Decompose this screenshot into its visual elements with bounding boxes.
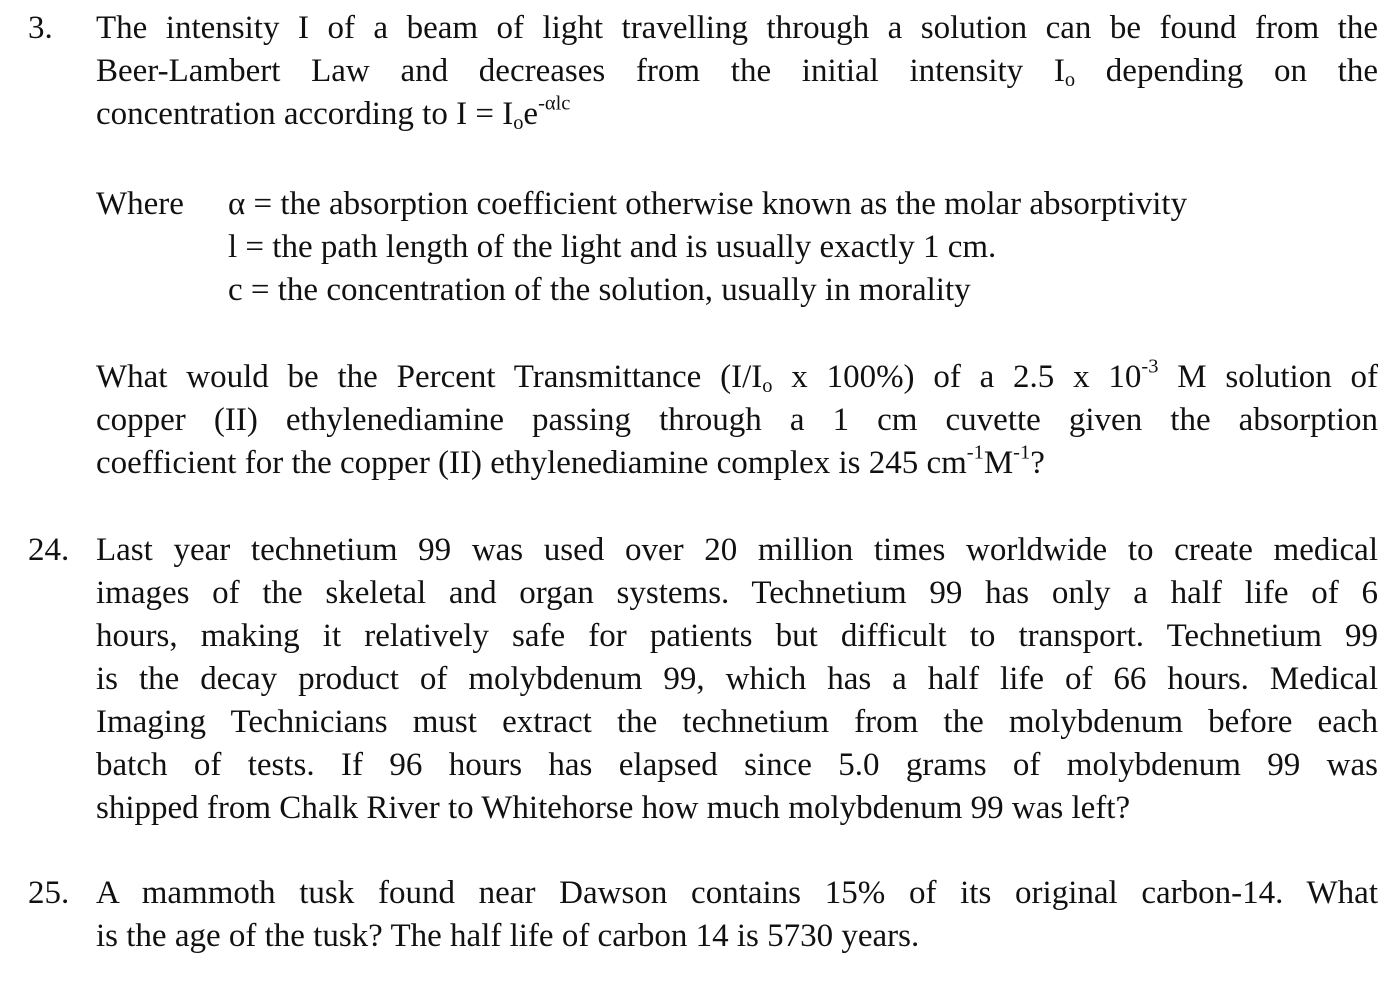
question-body (96, 872, 1378, 958)
question-25 (28, 872, 1378, 958)
text-line: batch of tests. If 96 hours has elapsed since 5.0 grams of molybdenum 99 was (96, 747, 1378, 783)
text-line: Last year technetium 99 was used over 20 million times worldwide to create medical (96, 532, 1378, 568)
text-line: coefficient for the copper (II) ethylenediamine complex is 245 $cm^{-1}M^{-1}$? (96, 441, 1045, 481)
text-line: is the decay product of molybdenum 99, which has a half life of 66 hours. Medical (96, 661, 1378, 697)
text-line: concentration according to $I = I_oe^{-\alpha lc}$ (96, 92, 571, 135)
text-line: Imaging Technicians must extract the technetium from the molybdenum before each (96, 704, 1378, 740)
text-line: What would be the Percent Transmittance ($I/I_o$ x 100%) of a 2.5 x $10^{-3}$ M solution of (96, 355, 1378, 398)
where-label: Where (96, 186, 184, 222)
text-line: is the age of the tusk? The half life of carbon 14 is 5730 years. (96, 918, 920, 954)
text-line: images of the skeletal and organ systems. Technetium 99 has only a half life of 6 (96, 575, 1378, 611)
definitions-list (228, 183, 1378, 312)
definitions-block (96, 183, 1378, 312)
question-3 (28, 7, 1378, 485)
text-line: A mammoth tusk found near Dawson contains 15% of its original carbon-14. What (96, 875, 1378, 911)
text-line: shipped from Chalk River to Whitehorse how much molybdenum 99 was left? (96, 790, 1131, 826)
question-text (96, 356, 1378, 485)
question-number: 24. (28, 532, 70, 568)
question-number: 3. (28, 10, 53, 46)
text-line: copper (II) ethylenediamine passing through a 1 cm cuvette given the absorption (96, 402, 1378, 438)
question-body (96, 7, 1378, 485)
text-line: Beer-Lambert Law and decreases from the initial intensity $I_o$ depending on the (96, 53, 1378, 92)
question-number: 25. (28, 875, 70, 911)
text-line: hours, making it relatively safe for patients but difficult to transport. Technetium 99 (96, 618, 1378, 654)
question-24 (28, 529, 1378, 830)
definition-l: l = the path length of the light and is usually exactly 1 cm. (228, 229, 997, 265)
definition-alpha: α = the absorption coefficient otherwise known as the molar absorptivity (228, 186, 1188, 222)
text-line: The intensity I of a beam of light travelling through a solution can be found from the (96, 10, 1378, 46)
question-body (96, 529, 1378, 830)
definition-c: c = the concentration of the solution, usually in morality (228, 272, 971, 308)
